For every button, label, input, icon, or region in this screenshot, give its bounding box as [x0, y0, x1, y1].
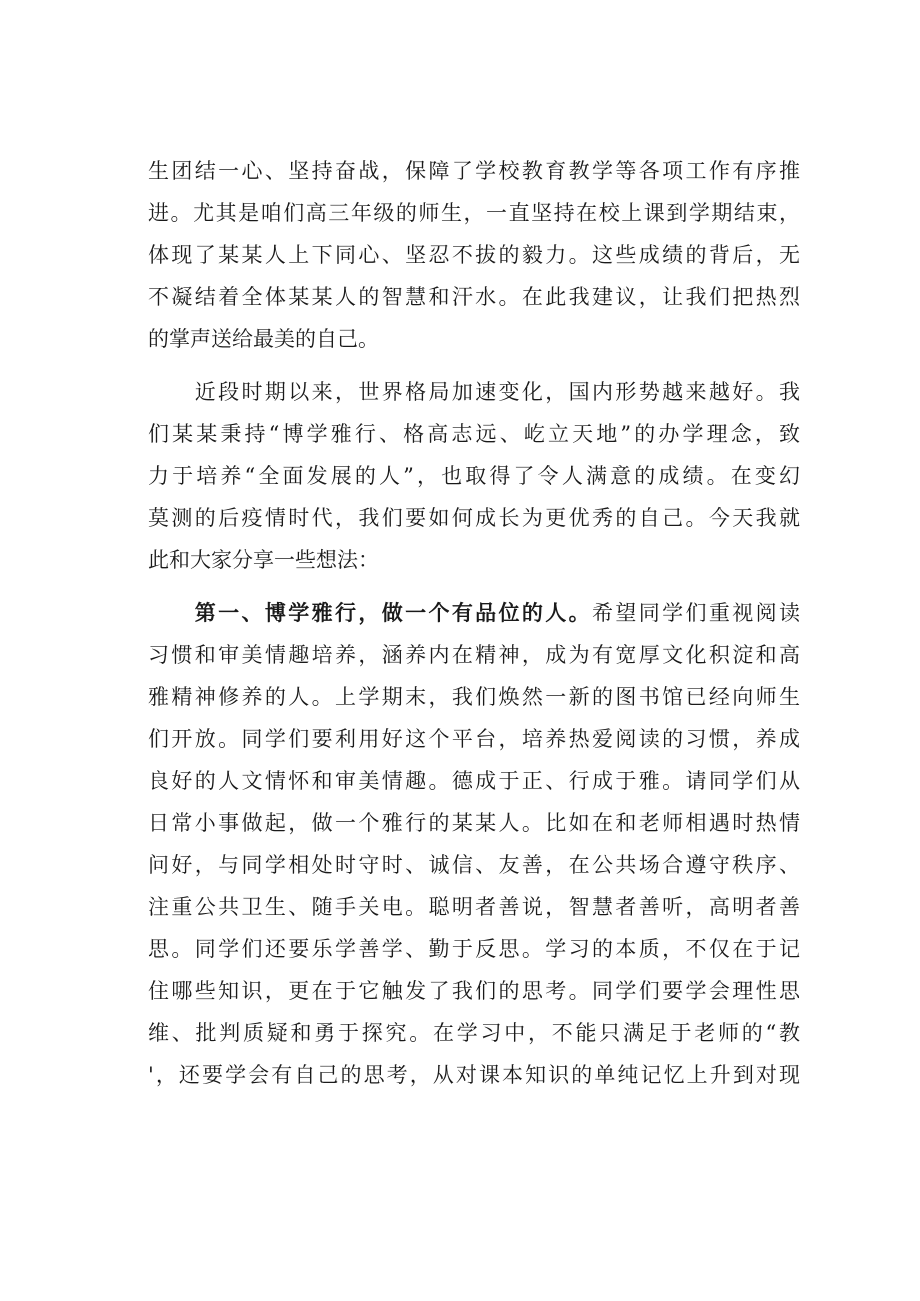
text-line: 生团结一心、坚持奋战，保障了学校教育教学等各项工作有序推 — [148, 159, 800, 183]
text-line: 住哪些知识，更在于它触发了我们的思考。同学们要学会理性思 — [148, 979, 800, 1003]
document-body — [148, 150, 800, 1096]
text-line: 们开放。同学们要利用好这个平台，培养热爱阅读的习惯，养成 — [148, 727, 800, 751]
text-line: '，还要学会有自己的思考，从对课本知识的单纯记忆上升到对现 — [148, 1063, 800, 1087]
text-line: 维、批判质疑和勇于探究。在学习中，不能只满足于老师的“教 — [148, 1021, 800, 1045]
paragraph-1 — [148, 150, 800, 360]
text-line: 良好的人文情怀和审美情趣。德成于正、行成于雅。请同学们从 — [148, 769, 800, 793]
text-line: 体现了某某人上下同心、坚忍不拔的毅力。这些成绩的背后，无 — [148, 243, 800, 267]
text-line: 们某某秉持“博学雅行、格高志远、屹立天地”的办学理念，致 — [148, 422, 800, 446]
text-line-heading — [148, 592, 800, 634]
text-span: 希望同学们重视阅读 — [592, 601, 801, 625]
text-line: 莫测的后疫情时代，我们要如何成长为更优秀的自己。今天我就 — [148, 506, 800, 530]
section-heading: 第一、博学雅行，做一个有品位的人。 — [148, 600, 593, 625]
text-line: 此和大家分享一些想法： — [148, 548, 379, 572]
paragraph-2 — [148, 371, 800, 581]
text-line: 不凝结着全体某某人的智慧和汗水。在此我建议，让我们把热烈 — [148, 285, 800, 309]
text-line: 问好，与同学相处时守时、诚信、友善，在公共场合遵守秩序、 — [148, 853, 800, 877]
text-line: 日常小事做起，做一个雅行的某某人。比如在和老师相遇时热情 — [148, 811, 800, 835]
paragraph-spacer — [148, 360, 800, 371]
text-line: 近段时期以来，世界格局加速变化，国内形势越来越好。我 — [148, 380, 800, 404]
text-line: 进。尤其是咱们高三年级的师生，一直坚持在校上课到学期结束， — [148, 201, 800, 225]
text-line: 习惯和审美情趣培养，涵养内在精神，成为有宽厚文化积淀和高 — [148, 643, 800, 667]
text-line: 思。同学们还要乐学善学、勤于反思。学习的本质，不仅在于记 — [148, 937, 800, 961]
paragraph-3 — [148, 592, 800, 1096]
paragraph-spacer — [148, 581, 800, 592]
text-line: 注重公共卫生、随手关电。聪明者善说，智慧者善听，高明者善 — [148, 895, 800, 919]
text-line: 力于培养“全面发展的人”，也取得了令人满意的成绩。在变幻 — [148, 464, 800, 488]
text-line: 雅精神修养的人。上学期末，我们焕然一新的图书馆已经向师生 — [148, 685, 800, 709]
text-line: 的掌声送给最美的自己。 — [148, 327, 379, 351]
